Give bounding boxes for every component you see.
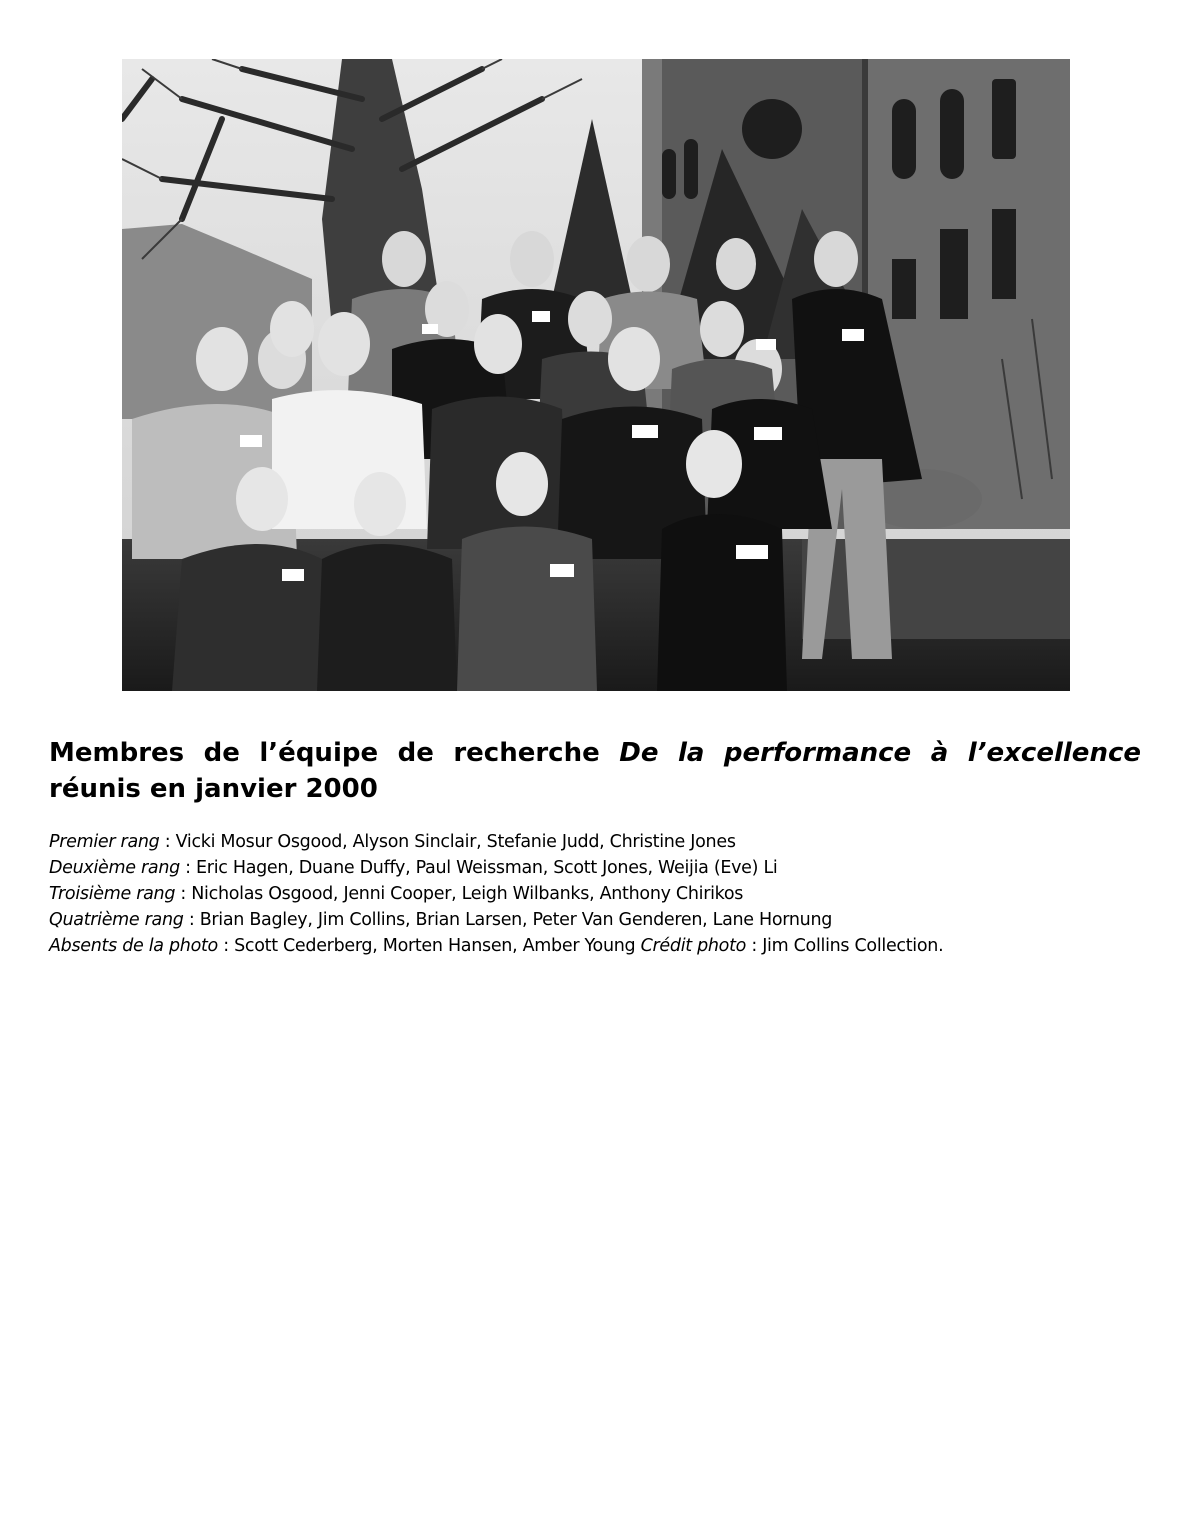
row-separator: :: [179, 858, 197, 878]
row-names: Vicki Mosur Osgood, Alyson Sinclair, Stefanie Judd, Christine Jones: [175, 832, 736, 852]
group-photo: [122, 59, 1070, 691]
credit-separator: :: [746, 936, 763, 956]
row-deuxieme-rang: [49, 855, 1149, 881]
absent-label: Absents de la photo: [49, 936, 218, 956]
absent-names: Scott Cederberg, Morten Hansen, Amber Young: [234, 936, 641, 956]
row-separator: :: [183, 910, 200, 930]
row-names: Eric Hagen, Duane Duffy, Paul Weissman, Scott Jones, Weijia (Eve) Li: [196, 858, 778, 878]
credit-label: Crédit photo: [640, 936, 747, 956]
row-label: Quatrième rang: [49, 910, 184, 930]
row-quatrieme-rang: [49, 907, 1149, 933]
credit-value: Jim Collins Collection.: [762, 936, 944, 956]
photo-credits: [49, 829, 1149, 959]
row-premier-rang: [49, 829, 1149, 855]
row-label: Troisième rang: [49, 884, 176, 904]
row-label: Premier rang: [49, 832, 160, 852]
row-separator: :: [175, 884, 192, 904]
row-names: Brian Bagley, Jim Collins, Brian Larsen, Peter Van Genderen, Lane Hornung: [199, 910, 833, 930]
row-names: Nicholas Osgood, Jenni Cooper, Leigh Wilbanks, Anthony Chirikos: [191, 884, 744, 904]
row-absents: [49, 933, 1149, 959]
caption-title-part1: Membres de l’équipe de recherche: [49, 738, 620, 768]
caption-title-part2: réunis en janvier 2000: [49, 774, 378, 804]
row-separator: :: [159, 832, 176, 852]
caption-title-book: De la performance à l’excellence: [619, 738, 1141, 768]
caption-title: [49, 735, 1141, 807]
absent-separator: :: [217, 936, 235, 956]
row-label: Deuxième rang: [49, 858, 180, 878]
group-photo-illustration: [122, 59, 1070, 691]
row-troisieme-rang: [49, 881, 1149, 907]
